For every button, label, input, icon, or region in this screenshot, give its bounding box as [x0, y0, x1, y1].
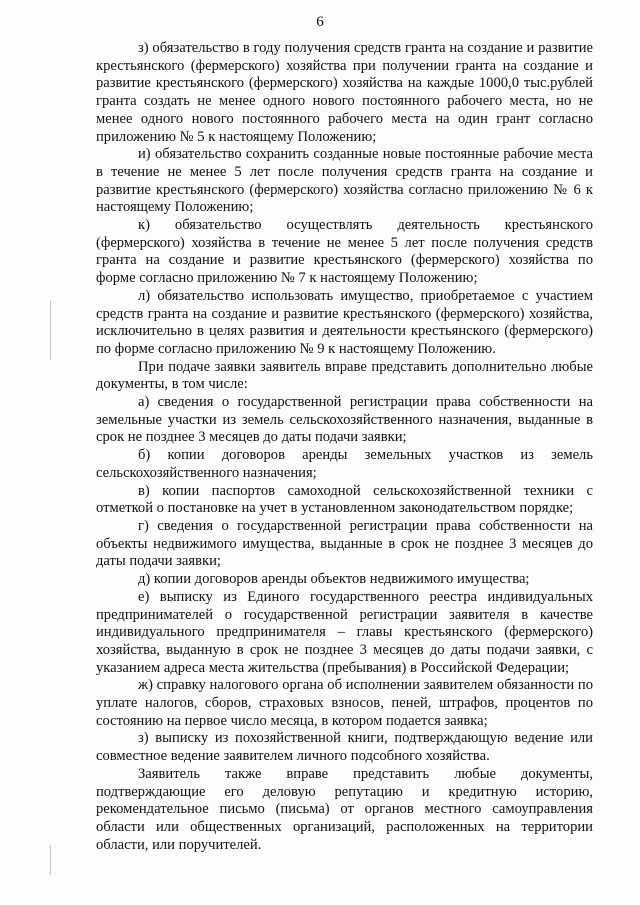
scan-artifact-line: [50, 845, 51, 875]
paragraph-a-land-ownership: а) сведения о государственной регистрации права собственности на земельные участки из земель сельскохозяйственного назначения, выданные в срок не позднее 3 месяцев до даты подачи заявки;: [96, 394, 593, 446]
paragraph-e-registry-extract: е) выписку из Единого государственного реестра индивидуальных предпринимателей о государственной регистрации заявителя в качестве индивидуального предпринимателя – главы крестьянского (фермерского) хозяйства, выданную в срок не позднее 3 месяцев до даты подачи заявки, с указанием адреса места жительства (пребывания) в Российской Федерации;: [96, 588, 593, 676]
page-number: 6: [316, 14, 324, 30]
paragraph-l-obligation: л) обязательство использовать имущество, приобретаемое с участием средств гранта на создание и развитие крестьянского (фермерского) хозяйства, исключительно в целях развития и деятельности крестьянского (фермерского) по форме согласно приложению № 9 к настоящему Положению.: [96, 287, 593, 357]
paragraph-i-obligation: и) обязательство сохранить созданные новые постоянные рабочие места в течение не менее 5 лет после получения средств гранта на создание и развитие крестьянского (фермерского) хозяйства согласно приложению № 6 к настоящему Положению;: [96, 146, 593, 216]
paragraph-z-household-book: з) выписку из похозяйственной книги, подтверждающую ведение или совместное ведение заявителем личного подсобного хозяйства.: [96, 730, 593, 765]
paragraph-k-obligation: к) обязательство осуществлять деятельность крестьянского (фермерского) хозяйства в течение не менее 5 лет после получения средств гранта на создание и развитие крестьянского (фермерского) хозяйства по форме согласно приложению № 7 к настоящему Положению;: [96, 217, 593, 287]
paragraph-d-property-lease: д) копии договоров аренды объектов недвижимого имущества;: [138, 571, 530, 588]
paragraph-v-machinery-passports: в) копии паспортов самоходной сельскохозяйственной техники с отметкой о постановке на учет в установленном законодательством порядке;: [96, 482, 593, 517]
paragraph-z-obligation: з) обязательство в году получения средств гранта на создание и развитие крестьянского (фермерского) хозяйства при получении гранта на создание и развитие крестьянского (фермерского) хозяйства на каждые 1000,0 тыс.рублей гранта создать не менее одного нового постоянного рабочего места, но не менее одного нового постоянного рабочего места на один грант согласно приложению № 5 к настоящему Положению;: [96, 40, 593, 145]
document-body: [96, 40, 593, 854]
paragraph-b-land-lease: б) копии договоров аренды земельных участков из земель сельскохозяйственного назначения;: [96, 447, 593, 481]
paragraph-additional-documents-intro: При подаче заявки заявитель вправе представить дополнительно любые документы, в том числе:: [96, 358, 593, 393]
paragraph-g-property-ownership: г) сведения о государственной регистрации права собственности на объекты недвижимого имущества, выданные в срок не позднее 3 месяцев до даты подачи заявки;: [96, 517, 593, 570]
paragraph-zh-tax-certificate: ж) справку налогового органа об исполнении заявителем обязанности по уплате налогов, сборов, страховых взносов, пеней, штрафов, процентов по состоянию на первое число месяца, в котором подается заявка;: [96, 677, 593, 729]
scan-artifact-line: [50, 300, 51, 360]
paragraph-reputation-documents: Заявитель также вправе представить любые документы, подтверждающие его деловую репутацию и кредитную историю, рекомендательное письмо (письма) от органов местного самоуправления области или общественных организаций, расположенных на территории области, или поручителей.: [96, 765, 593, 853]
